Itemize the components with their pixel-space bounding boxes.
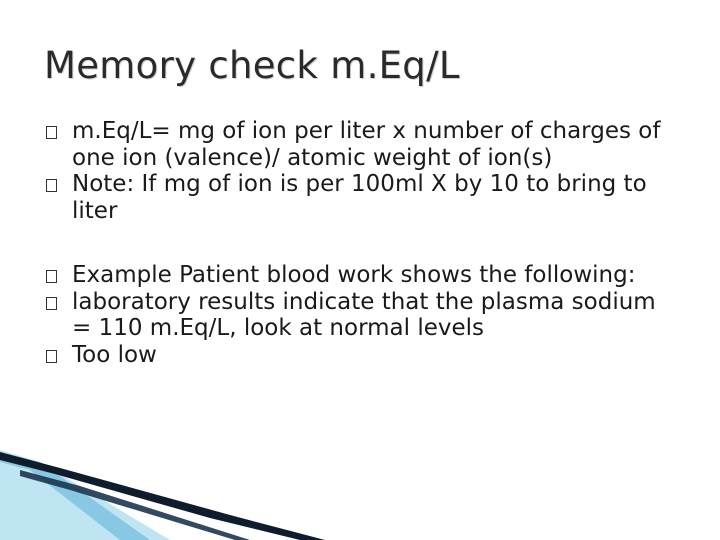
bullet-text: laboratory results indicate that the plasma sodium = 110 m.Eq/L, look at normal levels bbox=[72, 288, 656, 341]
bullet-text: Example Patient blood work shows the following: bbox=[72, 262, 636, 288]
checkbox-icon bbox=[46, 297, 57, 310]
corner-dark-stripe bbox=[0, 452, 325, 540]
bullet-list bbox=[46, 118, 676, 368]
checkbox-icon bbox=[46, 270, 57, 283]
bullet-item bbox=[46, 171, 676, 224]
checkbox-icon bbox=[46, 350, 57, 363]
corner-light-wedge bbox=[0, 450, 170, 540]
corner-dark-stripe-2 bbox=[20, 470, 250, 540]
bullet-text: m.Eq/L= mg of ion per liter x number of charges of one ion (valence)/ atomic weight of ion(s) bbox=[72, 118, 661, 171]
checkbox-icon bbox=[46, 126, 57, 139]
corner-mid-wedge bbox=[0, 452, 150, 540]
bullet-item bbox=[46, 342, 676, 369]
checkbox-icon bbox=[46, 179, 57, 192]
bullet-item bbox=[46, 289, 676, 342]
bullet-item bbox=[46, 118, 676, 171]
bullet-item bbox=[46, 262, 676, 289]
bullet-text: Too low bbox=[72, 341, 157, 368]
bullet-text: Note: If mg of ion is per 100ml X by 10 to bring to liter bbox=[72, 171, 647, 224]
slide-title: Memory check m.Eq/L bbox=[44, 44, 460, 87]
